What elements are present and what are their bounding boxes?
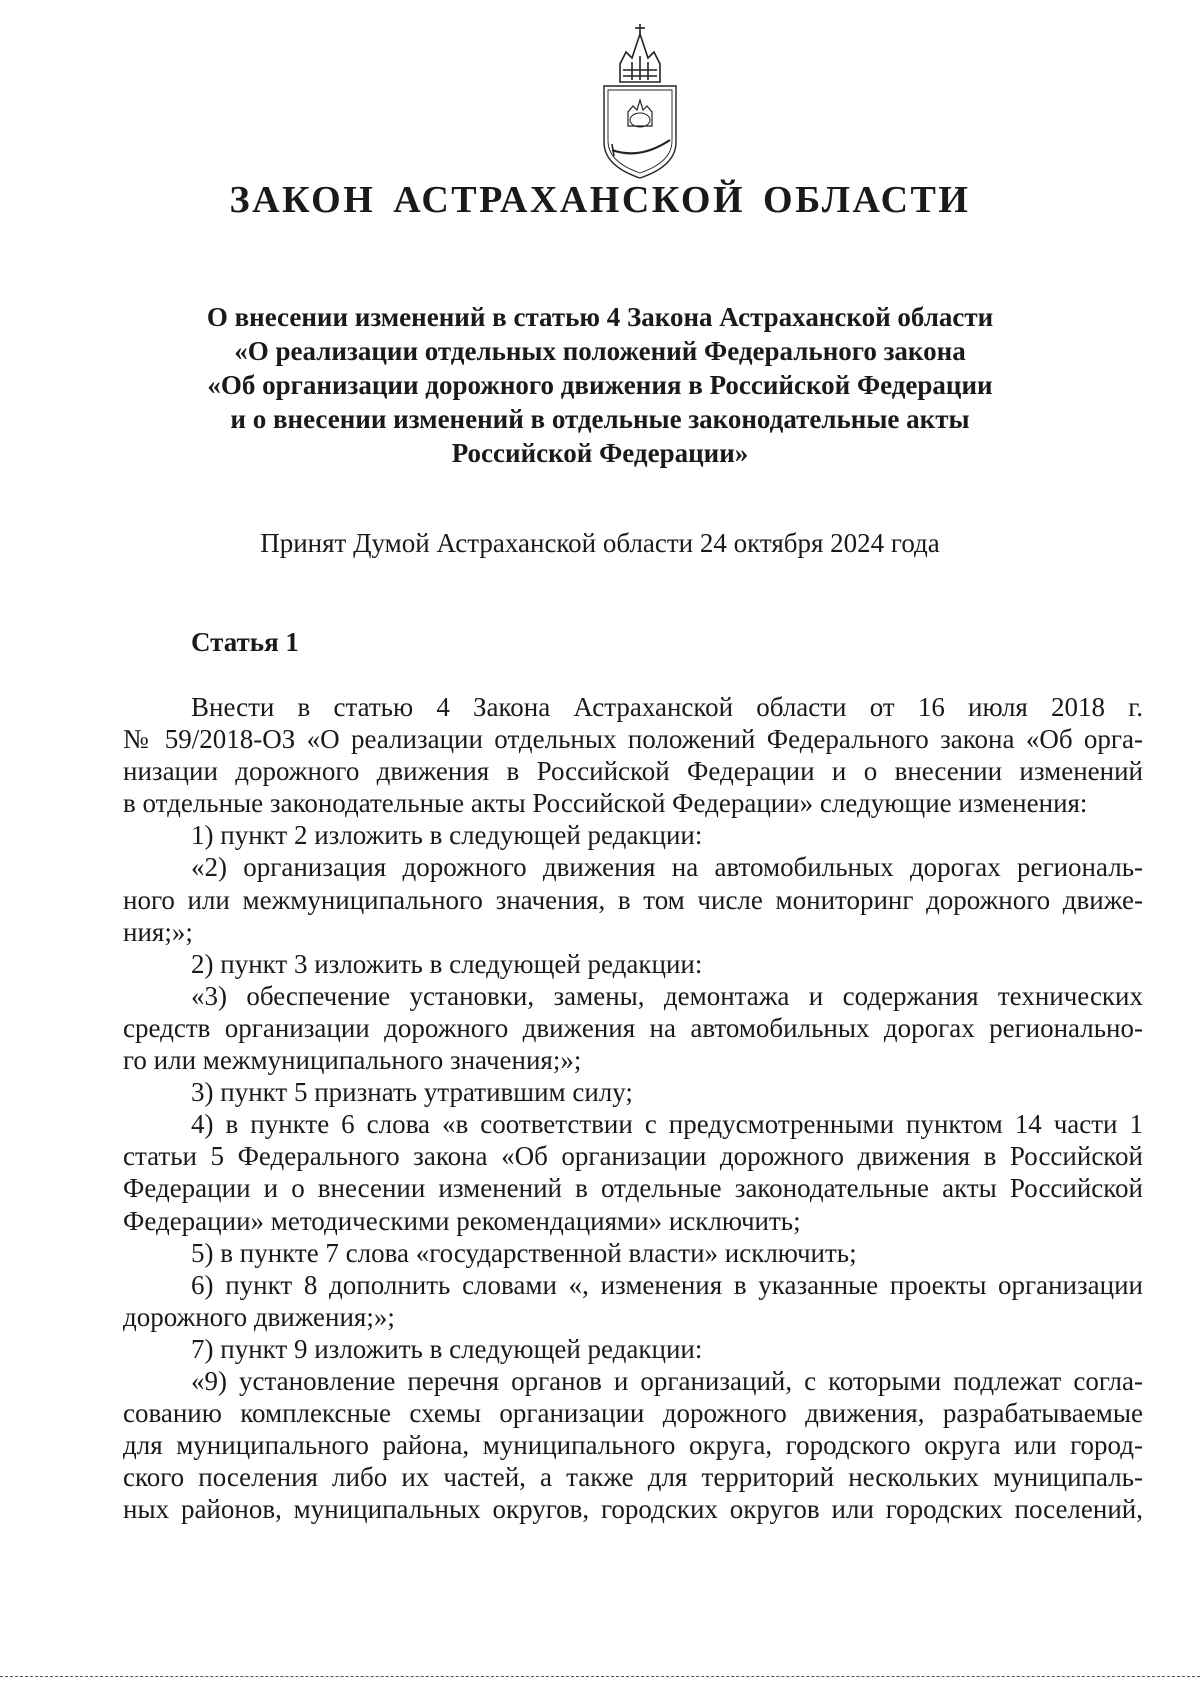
paragraph-line: Федерации и о внесении изменений в отдельные законодательные акты Российской	[123, 1173, 1143, 1204]
subject-line: Российской Федерации»	[451, 438, 749, 468]
adoption-line: Принят Думой Астраханской области 24 октября 2024 года	[260, 528, 940, 558]
paragraph-line: дорожного движения;»;	[123, 1301, 395, 1332]
subject-line: «Об организации дорожного движения в Российской Федерации	[207, 370, 993, 400]
paragraph-line: сованию комплексные схемы организации дорожного движения, разрабатываемые	[123, 1398, 1143, 1429]
paragraph-line: «2) организация дорожного движения на автомобильных дорогах региональ-	[191, 852, 1143, 883]
paragraph-line: Внести в статью 4 Закона Астраханской области от 16 июля 2018 г.	[191, 692, 1143, 722]
subject-line: О внесении изменений в статью 4 Закона Астраханской области	[206, 302, 994, 332]
paragraph-line: 3) пункт 5 признать утратившим силу;	[191, 1077, 633, 1108]
subject-line: «О реализации отдельных положений Федерального закона	[234, 336, 966, 366]
paragraph-line: статьи 5 Федерального закона «Об организации дорожного движения в Российской	[123, 1141, 1143, 1172]
law-title: ЗАКОН АСТРАХАНСКОЙ ОБЛАСТИ	[229, 179, 971, 221]
coat-of-arms-emblem	[590, 22, 690, 182]
subject-line: и о внесении изменений в отдельные законодательные акты	[230, 404, 970, 434]
paragraph-line: средств организации дорожного движения на автомобильных дорогах регионально-	[123, 1012, 1143, 1043]
paragraph-line: «3) обеспечение установки, замены, демонтажа и содержания технических	[191, 980, 1143, 1011]
paragraph-line: ния;»;	[123, 916, 193, 947]
paragraph-line: ного или межмуниципального значения, в том числе мониторинг дорожного движе-	[123, 884, 1143, 915]
paragraph-line: Федерации» методическими рекомендациями» исключить;	[123, 1205, 801, 1236]
paragraph-line: 5) в пункте 7 слова «государственной власти» исключить;	[191, 1237, 857, 1268]
paragraph-line: 6) пункт 8 дополнить словами «, изменения в указанные проекты организации	[191, 1269, 1143, 1300]
article-body	[123, 691, 1143, 1525]
law-subject	[100, 300, 1100, 470]
paragraph-line: ных районов, муниципальных округов, городских округов или городских поселений,	[123, 1494, 1143, 1525]
paragraph-line: 2) пункт 3 изложить в следующей редакции:	[191, 948, 703, 979]
paragraph-line: 4) в пункте 6 слова «в соответствии с предусмотренными пунктом 14 части 1	[191, 1109, 1143, 1140]
paragraph-line: «9) установление перечня органов и организаций, с которыми подлежат согла-	[191, 1365, 1143, 1396]
paragraph-line: 1) пункт 2 изложить в следующей редакции:	[191, 820, 703, 851]
paragraph-line: для муниципального района, муниципального округа, городского округа или город-	[123, 1430, 1143, 1461]
paragraph-line: низации дорожного движения в Российской Федерации и о внесении изменений	[123, 756, 1143, 787]
page-bottom-rule	[0, 1676, 1200, 1677]
paragraph-line: в отдельные законодательные акты Российской Федерации» следующие изменения:	[123, 788, 1088, 819]
article-heading: Статья 1	[191, 627, 299, 657]
paragraph-line: ского поселения либо их частей, а также для территорий нескольких муниципаль-	[123, 1462, 1143, 1493]
paragraph-line: го или межмуниципального значения;»;	[123, 1045, 582, 1076]
paragraph-line: 7) пункт 9 изложить в следующей редакции:	[191, 1333, 703, 1364]
paragraph-line: № 59/2018-ОЗ «О реализации отдельных положений Федерального закона «Об орга-	[123, 724, 1143, 755]
